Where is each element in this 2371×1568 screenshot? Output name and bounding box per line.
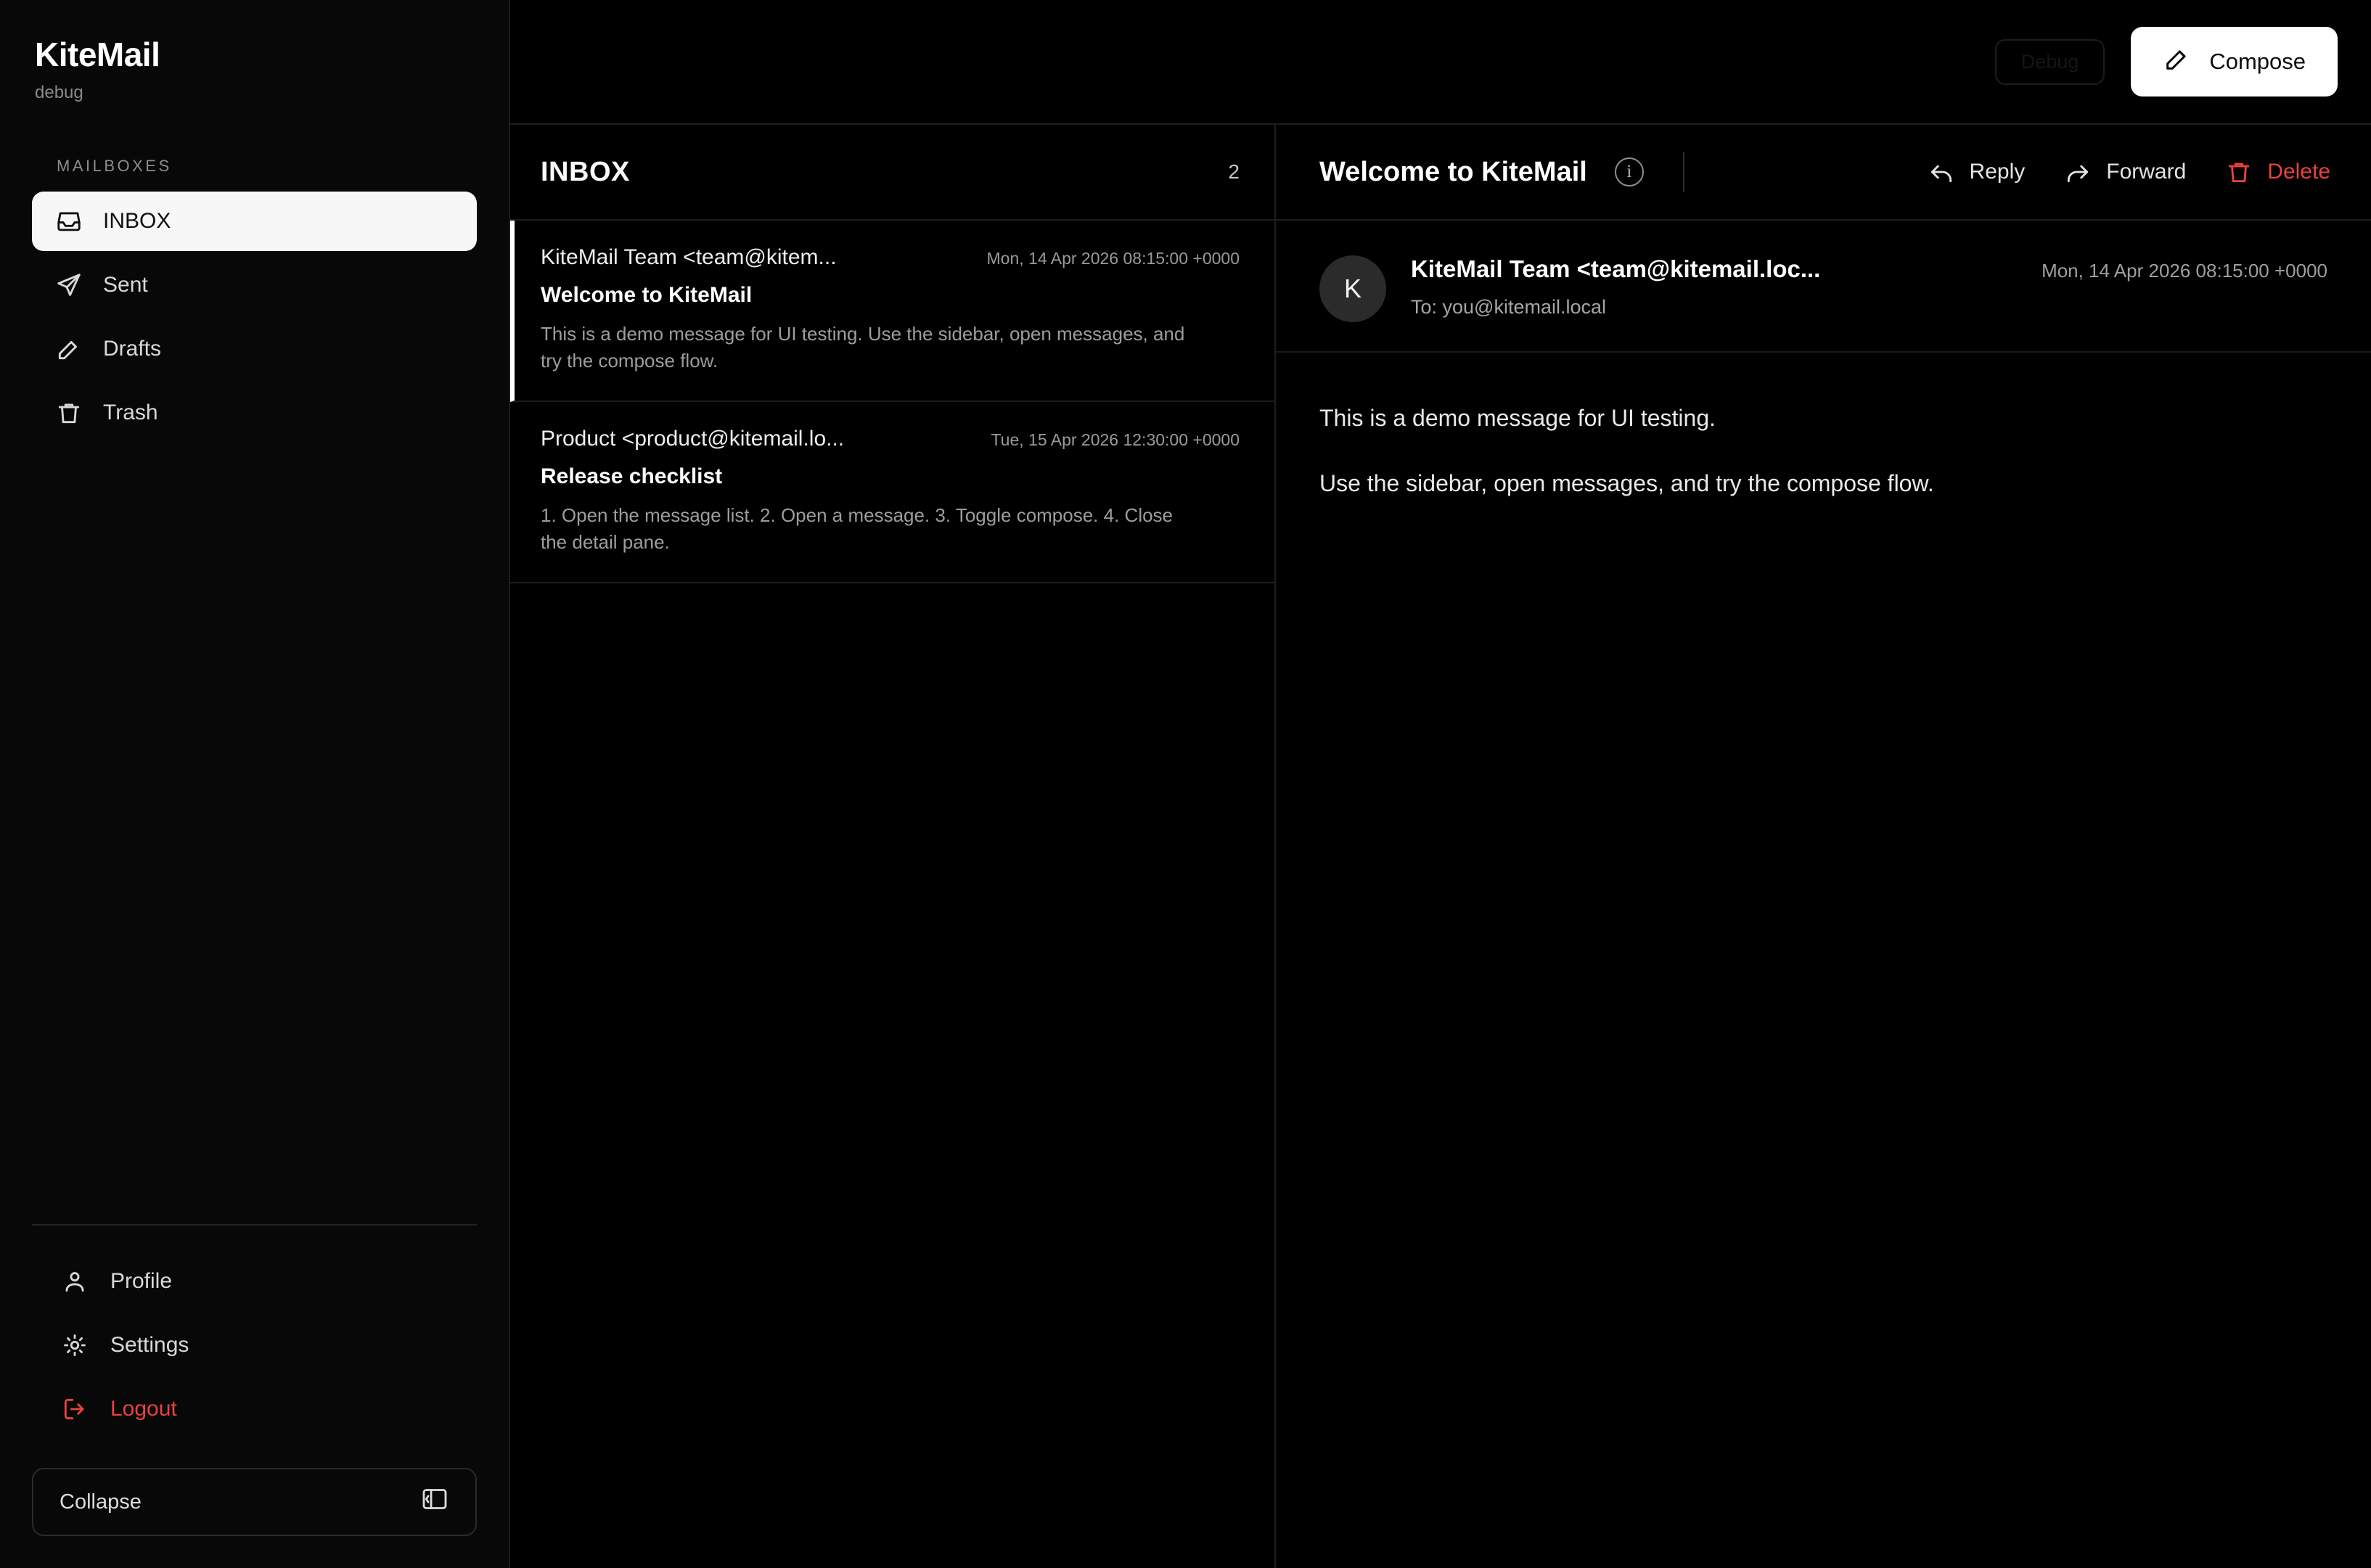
detail-to: To: you@kitemail.local: [1411, 296, 1607, 318]
sidebar-item-label: INBOX: [103, 209, 171, 233]
message-from: Product <product@kitemail.lo...: [541, 426, 845, 451]
info-icon[interactable]: i: [1615, 157, 1644, 186]
detail-header: [1276, 125, 2371, 221]
sidebar-item-label: Sent: [103, 273, 148, 297]
sidebar-spacer: [0, 443, 509, 1224]
message-subject: Welcome to KiteMail: [541, 283, 753, 307]
message-preview: This is a demo message for UI testing. Use the sidebar, open messages, and try the compose flow.: [541, 323, 1185, 372]
sidebar-item-settings[interactable]: [32, 1315, 477, 1375]
mailbox-nav: [0, 192, 509, 443]
sidebar-item-profile[interactable]: [32, 1252, 477, 1311]
detail-date: Mon, 14 Apr 2026 08:15:00 +0000: [2042, 260, 2327, 282]
detail-meta: [1276, 221, 2371, 353]
message-row-top: [541, 245, 1240, 270]
message-preview: 1. Open the message list. 2. Open a message. 3. Toggle compose. 4. Close the detail pane.: [541, 504, 1174, 553]
collapse-sidebar-button[interactable]: [32, 1468, 477, 1536]
compose-icon: [2163, 44, 2192, 79]
topbar: [510, 0, 2371, 125]
reply-label: Reply: [1969, 160, 2026, 184]
detail-body-paragraph: Use the sidebar, open messages, and try the compose flow.: [1319, 470, 1934, 496]
message-date: Tue, 15 Apr 2026 12:30:00 +0000: [991, 430, 1240, 449]
collapse-panel-icon: [420, 1485, 449, 1519]
detail-body: [1276, 353, 2371, 531]
inbox-icon: [55, 208, 83, 235]
trash-icon: [55, 399, 83, 427]
mailboxes-section-label: MAILBOXES: [57, 157, 172, 175]
compose-button[interactable]: [2131, 27, 2338, 97]
send-icon: [55, 271, 83, 299]
message-from: KiteMail Team <team@kitem...: [541, 245, 837, 269]
brand-title: KiteMail: [35, 36, 160, 73]
message-count-badge: 2: [1228, 160, 1240, 183]
avatar: K: [1319, 255, 1386, 322]
detail-actions: [1928, 158, 2330, 186]
detail-meta-main: [1411, 255, 2327, 319]
detail-from: KiteMail Team <team@kitemail.loc...: [1411, 255, 1821, 282]
sidebar-item-label: Trash: [103, 401, 158, 424]
delete-label: Delete: [2267, 160, 2330, 184]
sidebar-bottom-nav: [0, 1226, 509, 1439]
delete-button[interactable]: [2225, 158, 2330, 186]
compose-label: Compose: [2209, 49, 2306, 74]
sidebar-item-label: Drafts: [103, 337, 162, 361]
sidebar-item-label: Logout: [110, 1397, 177, 1421]
forward-button[interactable]: [2064, 158, 2186, 186]
list-item[interactable]: [510, 221, 1274, 402]
brand: [0, 0, 509, 103]
list-item[interactable]: [510, 402, 1274, 583]
message-list-header: [510, 125, 1274, 221]
gear-icon: [61, 1331, 89, 1359]
brand-subtitle: debug: [35, 83, 83, 102]
detail-body-paragraph: This is a demo message for UI testing.: [1319, 405, 1716, 431]
sidebar-item-inbox[interactable]: [32, 192, 477, 251]
message-list-title: INBOX: [541, 156, 630, 187]
sidebar-item-label: Settings: [110, 1333, 189, 1357]
detail-subject: Welcome to KiteMail: [1319, 156, 1587, 187]
message-date: Mon, 14 Apr 2026 08:15:00 +0000: [986, 249, 1240, 268]
logout-icon: [61, 1395, 89, 1423]
sidebar: [0, 0, 510, 1568]
sidebar-item-label: Profile: [110, 1269, 173, 1293]
debug-chip[interactable]: Debug: [1995, 39, 2105, 85]
reply-button[interactable]: [1928, 158, 2026, 186]
message-subject: Release checklist: [541, 464, 723, 488]
sidebar-item-drafts[interactable]: [32, 319, 477, 379]
message-row-top: [541, 427, 1240, 451]
message-list-pane: [510, 125, 1276, 1568]
user-icon: [61, 1268, 89, 1295]
header-divider: [1683, 152, 1684, 192]
collapse-label: Collapse: [60, 1490, 142, 1514]
draft-icon: [55, 335, 83, 363]
sidebar-item-logout[interactable]: [32, 1379, 477, 1439]
detail-meta-row: [1411, 255, 2327, 283]
sidebar-item-sent[interactable]: [32, 255, 477, 315]
sidebar-item-trash[interactable]: [32, 383, 477, 443]
message-detail-pane: [1276, 125, 2371, 1568]
forward-label: Forward: [2106, 160, 2187, 184]
